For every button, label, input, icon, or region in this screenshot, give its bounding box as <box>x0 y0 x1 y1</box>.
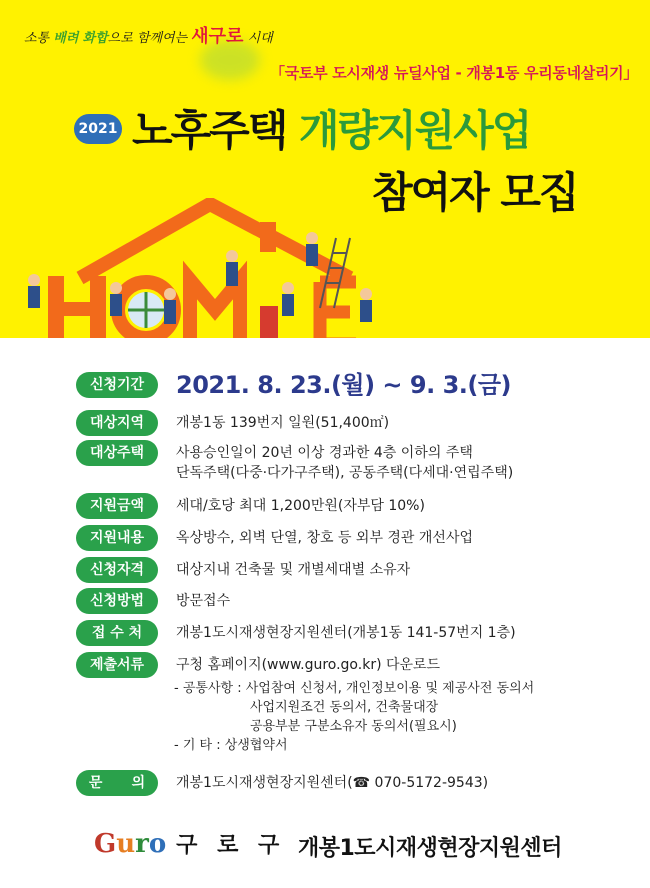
page-title <box>132 98 530 158</box>
slogan-word: 으로 함께여는 <box>107 31 188 46</box>
label-badge: 문 의 <box>76 770 158 796</box>
label-badge: 신청자격 <box>76 557 158 583</box>
documents-line: 구청 홈페이지(www.guro.go.kr) 다운로드 <box>176 657 441 673</box>
label-badge: 접 수 처 <box>76 620 158 646</box>
district-logo <box>94 828 285 859</box>
chimney-icon <box>260 222 276 252</box>
row-housing <box>76 440 513 483</box>
year-badge: 2021 <box>74 114 122 144</box>
row-eligibility <box>76 557 410 583</box>
project-line: 「국토부 도시재생 뉴딜사업 - 개봉1동 우리동네살리기」 <box>270 64 639 82</box>
home-illustration <box>20 198 440 338</box>
page-subtitle: 참여자 모집 <box>372 168 578 217</box>
documents-common: - 공통사항 : 사업참여 신청서, 개인정보이용 및 제공사전 동의서 <box>174 681 535 696</box>
housing-line: 단독주택(다중·다가구주택), 공동주택(다세대·연립주택) <box>176 465 514 481</box>
row-method <box>76 588 230 614</box>
documents-common: 공용부분 구분소유자 동의서(필요시) <box>250 719 457 734</box>
housing-value <box>176 440 513 483</box>
period-value: 2021. 8. 23.(월) ~ 9. 3.(금) <box>176 371 512 399</box>
label-badge: 대상지역 <box>76 410 158 436</box>
slogan-brand: 새구로 <box>191 26 244 47</box>
slogan <box>24 22 273 48</box>
housing-line: 사용승인일이 20년 이상 경과한 4층 이하의 주택 <box>176 445 473 461</box>
label-badge: 지원금액 <box>76 493 158 519</box>
area-value: 개봉1동 139번지 일원(51,400㎡) <box>176 415 390 431</box>
row-office <box>76 620 516 646</box>
row-content <box>76 525 473 551</box>
district-name: 구 로 구 <box>176 833 286 858</box>
row-documents <box>76 652 534 755</box>
row-contact <box>76 770 488 796</box>
documents-other: - 기 타 : 상생협약서 <box>174 738 288 753</box>
home-letters <box>48 276 356 338</box>
office-value: 개봉1도시재생현장지원센터(개봉1동 141-57번지 1층) <box>176 625 516 641</box>
slogan-word: 소통 <box>24 31 50 46</box>
row-period <box>76 372 511 398</box>
center-name: 개봉1도시재생현장지원센터 <box>298 836 562 861</box>
slogan-word: 배려 <box>53 31 79 46</box>
row-area <box>76 410 389 436</box>
hero-banner <box>0 0 650 338</box>
row-amount <box>76 493 425 519</box>
slogan-word: 시대 <box>247 31 273 46</box>
documents-common: 사업지원조건 동의서, 건축물대장 <box>250 700 439 715</box>
guro-logo-icon: Guro <box>94 828 167 859</box>
method-value: 방문접수 <box>176 593 231 609</box>
title-part: 노후주택 <box>132 106 287 155</box>
label-badge: 신청방법 <box>76 588 158 614</box>
label-badge: 제출서류 <box>76 652 158 678</box>
amount-value: 세대/호당 최대 1,200만원(자부담 10%) <box>176 498 425 514</box>
label-badge: 지원내용 <box>76 525 158 551</box>
contact-value: 개봉1도시재생현장지원센터(☎ 070-5172-9543) <box>176 775 489 791</box>
title-highlight: 개량지원사업 <box>298 106 531 155</box>
label-badge: 대상주택 <box>76 440 158 466</box>
paint-roller-icon <box>260 306 278 338</box>
slogan-word: 화합 <box>82 31 108 46</box>
label-badge: 신청기간 <box>76 372 158 398</box>
eligibility-value: 대상지내 건축물 및 개별세대별 소유자 <box>176 562 411 578</box>
content-value: 옥상방수, 외벽 단열, 창호 등 외부 경관 개선사업 <box>176 530 474 546</box>
documents-value <box>176 652 534 755</box>
